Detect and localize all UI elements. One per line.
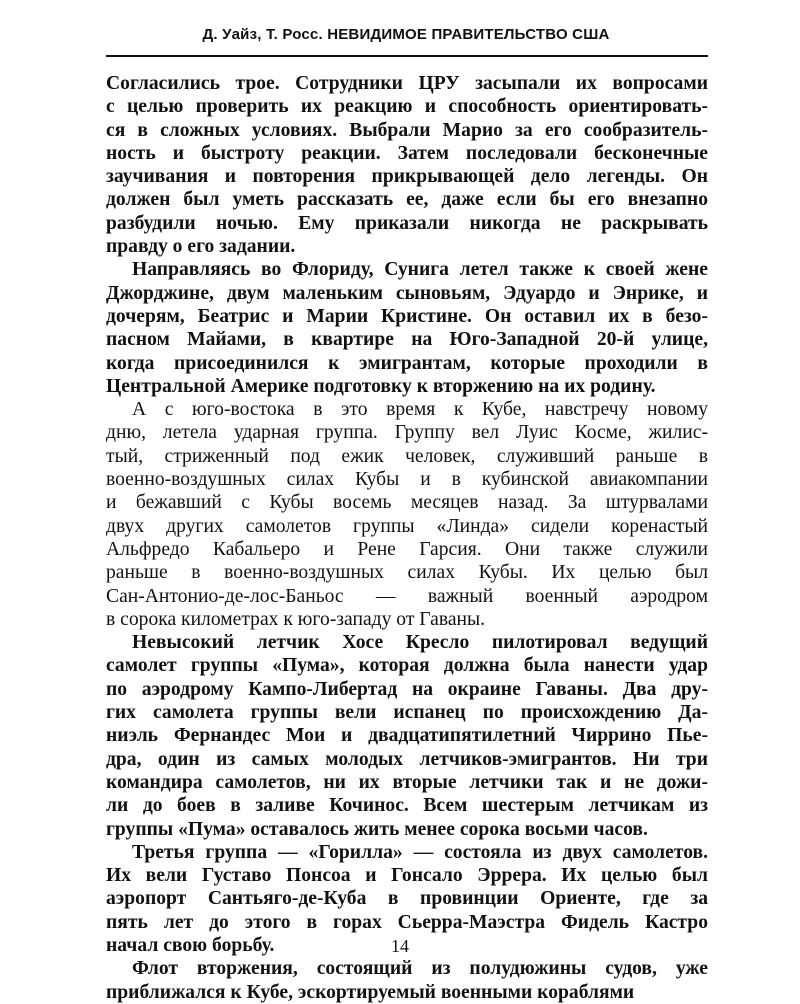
- text-line: приближался к Кубе, эскортируемый военными кораблями: [106, 981, 635, 1003]
- text-line: аэропорт Сантьяго-де-Куба в провинции Ориенте, где за: [106, 888, 708, 910]
- text-line: дочерям, Беатрис и Марии Кристине. Он оставил их в безо-: [106, 305, 708, 327]
- text-line: двух других самолетов группы «Линда» сидели коренастый: [106, 515, 708, 537]
- text-line: командира самолетов, ни их вторые летчики так и не дожи-: [106, 771, 708, 793]
- paragraph: [106, 631, 708, 841]
- text-line: ниэль Фернандес Мои и двадцатипятилетний Чиррино Пье-: [106, 725, 708, 747]
- text-line: должен был уметь рассказать ее, даже если бы его внезапно: [106, 189, 708, 211]
- paragraph: [106, 72, 708, 258]
- running-header: Д. Уайз, Т. Росс. НЕВИДИМОЕ ПРАВИТЕЛЬСТВО США: [202, 26, 610, 43]
- text-line: тый, стриженный под ежик человек, служивший раньше в: [106, 445, 708, 467]
- paragraph: [106, 398, 708, 631]
- text-line: Третья группа — «Горилла» — состояла из двух самолетов.: [132, 841, 708, 863]
- header-rule: [106, 55, 708, 57]
- text-line: ность и быстроту реакции. Затем последовали бесконечные: [106, 142, 708, 164]
- text-line: Согласились трое. Сотрудники ЦРУ засыпали их вопросами: [106, 73, 708, 94]
- text-line: и бежавший с Кубы восемь месяцев назад. За штурвалами: [106, 492, 708, 514]
- text-line: Флот вторжения, состоящий из полудюжины судов, уже: [132, 958, 708, 980]
- text-line: дню, летела ударная группа. Группу вел Луис Косме, жилис-: [106, 422, 708, 444]
- text-line: Их вели Густаво Понсоа и Гонсало Эррера. Их целью был: [106, 865, 708, 887]
- text-line: заучивания и повторения прикрывающей дело легенды. Он: [106, 166, 708, 188]
- text-line: Невысокий летчик Хосе Кресло пилотировал ведущий: [132, 632, 708, 654]
- text-line: когда присоединился к эмигрантам, которые проходили в: [106, 352, 708, 374]
- text-line: разбудили ночью. Ему приказали никогда не раскрывать: [106, 212, 708, 234]
- text-line: военно-воздушных силах Кубы и в кубинской авиакомпании: [106, 469, 708, 491]
- text-line: Направляясь во Флориду, Сунига летел также к своей жене: [132, 259, 708, 281]
- text-line: Альфредо Кабальеро и Рене Гарсия. Они также служили: [106, 538, 708, 560]
- text-line: группы «Пума» оставалось жить менее сорока восьми часов.: [106, 818, 648, 840]
- text-line: А с юго-востока в это время к Кубе, навстречу новому: [132, 399, 708, 421]
- paragraph: [106, 258, 708, 398]
- text-line: Сан-Антонио-де-лос-Баньос — важный военный аэродром: [106, 585, 708, 607]
- text-line: в сорока километрах к юго-западу от Гаваны.: [106, 608, 486, 630]
- text-line: пять лет до этого в горах Сьерра-Маэстра Фидель Кастро: [106, 911, 708, 933]
- text-line: начал свою борьбу.: [106, 934, 275, 956]
- text-line: ся в сложных условиях. Выбрали Марио за его сообразитель-: [106, 119, 708, 141]
- text-line: дра, один из самых молодых летчиков-эмигрантов. Ни три: [106, 748, 708, 770]
- paragraph: [106, 957, 708, 1004]
- text-line: ли до боев в заливе Кочинос. Всем шестерым летчикам из: [106, 795, 708, 817]
- text-line: по аэродрому Кампо-Либертад на окраине Гаваны. Два дру-: [106, 678, 708, 700]
- text-line: правду о его задании.: [106, 236, 296, 258]
- text-line: с целью проверить их реакцию и способность ориентировать-: [106, 96, 708, 118]
- text-line: Джорджине, двум маленьким сыновьям, Эдуардо и Энрике, и: [106, 282, 708, 304]
- text-line: Центральной Америке подготовку к вторжению на их родину.: [106, 375, 656, 397]
- page-number: 14: [391, 936, 409, 956]
- text-line: гих самолета группы вели испанец по происхождению Да-: [106, 702, 708, 724]
- text-line: раньше в военно-воздушных силах Кубы. Их целью был: [106, 562, 708, 584]
- text-line: самолет группы «Пума», которая должна была нанести удар: [106, 655, 708, 677]
- body-text: [106, 72, 708, 1004]
- text-line: пасном Майами, в квартире на Юго-Западной 20-й улице,: [106, 329, 708, 351]
